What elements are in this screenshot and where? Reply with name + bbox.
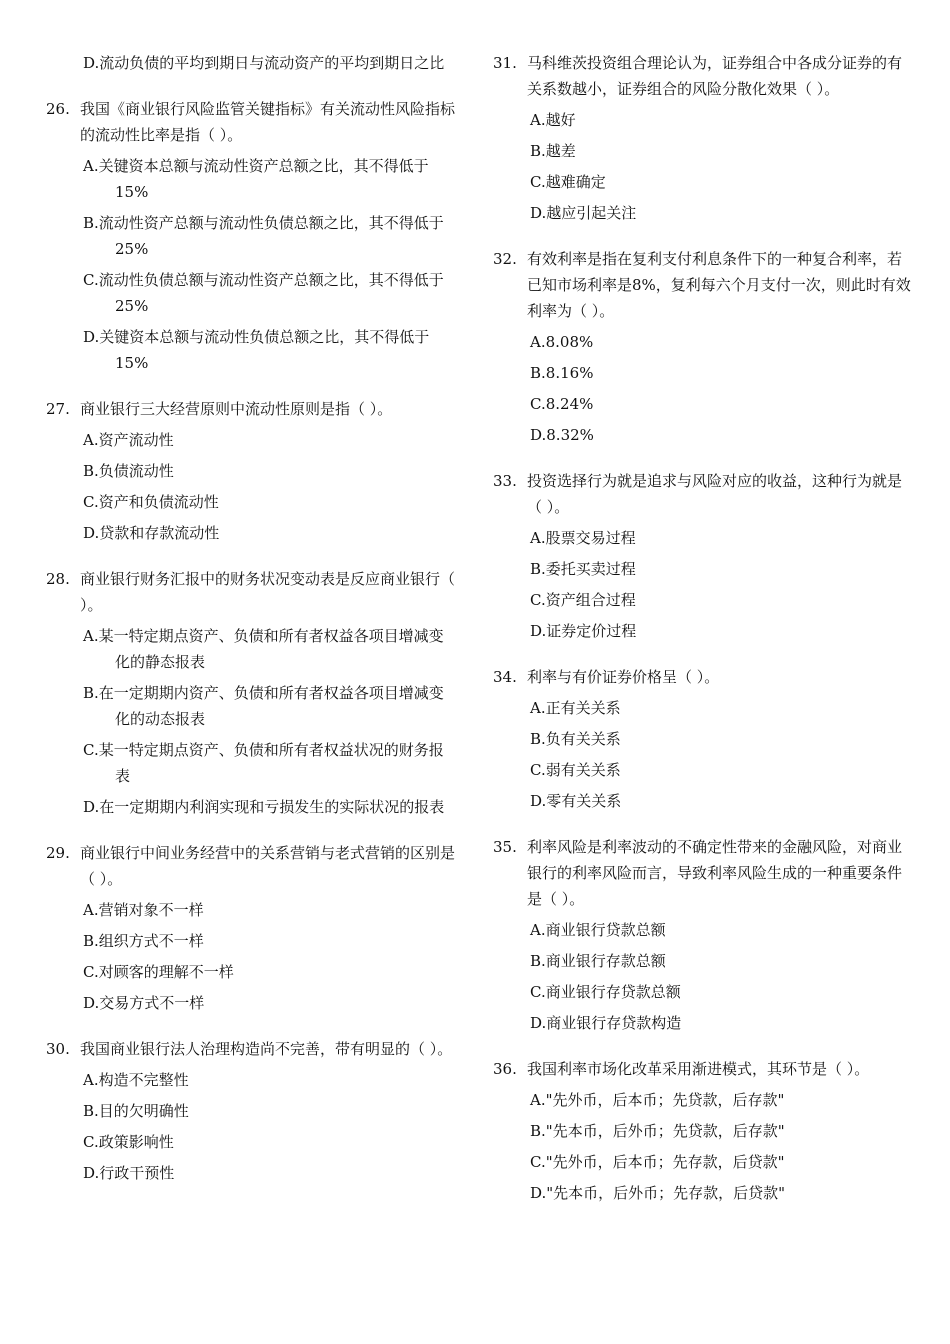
question-text: 我国商业银行法人治理构造尚不完善，带有明显的（ ）。	[80, 1040, 453, 1058]
right-column	[493, 50, 915, 1226]
question-number: 30.	[46, 1040, 70, 1058]
answer-option: A.正有关关系	[530, 699, 621, 717]
question-31	[493, 50, 915, 226]
answer-option: A.营销对象不一样	[83, 901, 204, 919]
answer-option: A.构造不完整性	[83, 1071, 189, 1089]
question-30	[46, 1036, 456, 1186]
question-stem	[493, 664, 915, 690]
question-text: 我国《商业银行风险监管关键指标》有关流动性风险指标的流动性比率是指（ ）。	[80, 100, 456, 144]
question-text: 我国利率市场化改革采用渐进模式，其环节是（ ）。	[527, 1060, 870, 1078]
answer-option: C.某一特定期点资产、负债和所有者权益状况的财务报表	[83, 741, 444, 785]
question-28	[46, 566, 456, 820]
answer-option: C.对顾客的理解不一样	[83, 963, 234, 981]
question-34	[493, 664, 915, 814]
question-number: 31.	[493, 54, 517, 72]
question-stem	[46, 1036, 456, 1062]
answer-option: C.8.24%	[530, 395, 594, 413]
answer-option: D.8.32%	[530, 426, 594, 444]
question-stem	[493, 834, 915, 912]
answer-option: B.8.16%	[530, 364, 594, 382]
answer-option: B.委托买卖过程	[530, 560, 636, 578]
question-text: 有效利率是指在复利支付利息条件下的一种复合利率，若已知市场利率是8%，复利每六个月支付一次，则此时有效利率为（ ）。	[527, 250, 911, 320]
answer-option: B.负债流动性	[83, 462, 174, 480]
answer-option: C.资产组合过程	[530, 591, 636, 609]
question-text: 商业银行三大经营原则中流动性原则是指（ ）。	[80, 400, 393, 418]
answer-option: B.组织方式不一样	[83, 932, 204, 950]
answer-option: D.越应引起关注	[530, 204, 637, 222]
answer-option: B.在一定期期内资产、负债和所有者权益各项目增减变化的动态报表	[83, 684, 444, 728]
question-stem	[46, 566, 456, 618]
question-27	[46, 396, 456, 546]
answer-option: C.越难确定	[530, 173, 606, 191]
question-text: 利率风险是利率波动的不确定性带来的金融风险，对商业银行的利率风险而言，导致利率风险生成的一种重要条件是（ ）。	[527, 838, 903, 908]
answer-option: D."先本币，后外币；先存款，后贷款"	[530, 1184, 786, 1202]
question-stem	[46, 840, 456, 892]
answer-option: D.商业银行存贷款构造	[530, 1014, 682, 1032]
question-text: 商业银行中间业务经营中的关系营销与老式营销的区别是（ ）。	[80, 844, 456, 888]
answer-option: D.关键资本总额与流动性负债总额之比，其不得低于15%	[83, 328, 430, 372]
answer-option: A.某一特定期点资产、负债和所有者权益各项目增减变化的静态报表	[83, 627, 444, 671]
answer-option: C."先外币，后本币；先存款，后贷款"	[530, 1153, 785, 1171]
question-stem	[493, 50, 915, 102]
answer-option: B."先本币，后外币；先贷款，后存款"	[530, 1122, 785, 1140]
question-number: 28.	[46, 570, 70, 588]
answer-option: C.商业银行存贷款总额	[530, 983, 681, 1001]
answer-option: A.8.08%	[530, 333, 594, 351]
question-stem	[46, 396, 456, 422]
answer-option: A.股票交易过程	[530, 529, 636, 547]
question-26	[46, 96, 456, 376]
question-number: 34.	[493, 668, 517, 686]
answer-option: B.负有关关系	[530, 730, 621, 748]
answer-option: C.流动性负债总额与流动性资产总额之比，其不得低于25%	[83, 271, 444, 315]
answer-option: A."先外币，后本币；先贷款，后存款"	[530, 1091, 785, 1109]
left-question-list	[46, 96, 456, 1186]
question-stem	[46, 96, 456, 148]
question-25-tail	[46, 50, 456, 76]
answer-option: B.商业银行存款总额	[530, 952, 666, 970]
answer-option: B.流动性资产总额与流动性负债总额之比，其不得低于25%	[83, 214, 444, 258]
answer-option: B.越差	[530, 142, 576, 160]
answer-option: D.零有关关系	[530, 792, 622, 810]
answer-option: C.资产和负债流动性	[83, 493, 219, 511]
answer-option: A.关键资本总额与流动性资产总额之比，其不得低于15%	[83, 157, 429, 201]
question-number: 27.	[46, 400, 70, 418]
question-number: 35.	[493, 838, 517, 856]
answer-option: A.越好	[530, 111, 576, 129]
answer-option: A.商业银行贷款总额	[530, 921, 666, 939]
question-number: 26.	[46, 100, 70, 118]
question-29	[46, 840, 456, 1016]
question-number: 33.	[493, 472, 517, 490]
answer-option: D.在一定期期内利润实现和亏损发生的实际状况的报表	[83, 798, 445, 816]
answer-option: C.政策影响性	[83, 1133, 174, 1151]
question-number: 36.	[493, 1060, 517, 1078]
answer-option: D.交易方式不一样	[83, 994, 205, 1012]
question-35	[493, 834, 915, 1036]
question-32	[493, 246, 915, 448]
question-stem	[493, 1056, 915, 1082]
question-number: 32.	[493, 250, 517, 268]
question-text: 利率与有价证券价格呈（ ）。	[527, 668, 720, 686]
answer-option: D.贷款和存款流动性	[83, 524, 220, 542]
answer-option: B.目的欠明确性	[83, 1102, 189, 1120]
question-text: 投资选择行为就是追求与风险对应的收益，这种行为就是（ ）。	[527, 472, 903, 516]
left-column	[46, 50, 456, 1206]
question-36	[493, 1056, 915, 1206]
question-33	[493, 468, 915, 644]
answer-option: D.证券定价过程	[530, 622, 637, 640]
question-text: 商业银行财务汇报中的财务状况变动表是反应商业银行（ ）。	[80, 570, 456, 614]
question-number: 29.	[46, 844, 70, 862]
right-question-list	[493, 50, 915, 1206]
answer-option: C.弱有关关系	[530, 761, 621, 779]
question-stem	[493, 246, 915, 324]
answer-option: A.资产流动性	[83, 431, 174, 449]
answer-option: D.行政干预性	[83, 1164, 175, 1182]
question-text: 马科维茨投资组合理论认为，证券组合中各成分证券的有关系数越小，证券组合的风险分散化效果（ ）。	[527, 54, 903, 98]
question-25-option-d: D.流动负债的平均到期日与流动资产的平均到期日之比	[83, 54, 445, 72]
question-stem	[493, 468, 915, 520]
